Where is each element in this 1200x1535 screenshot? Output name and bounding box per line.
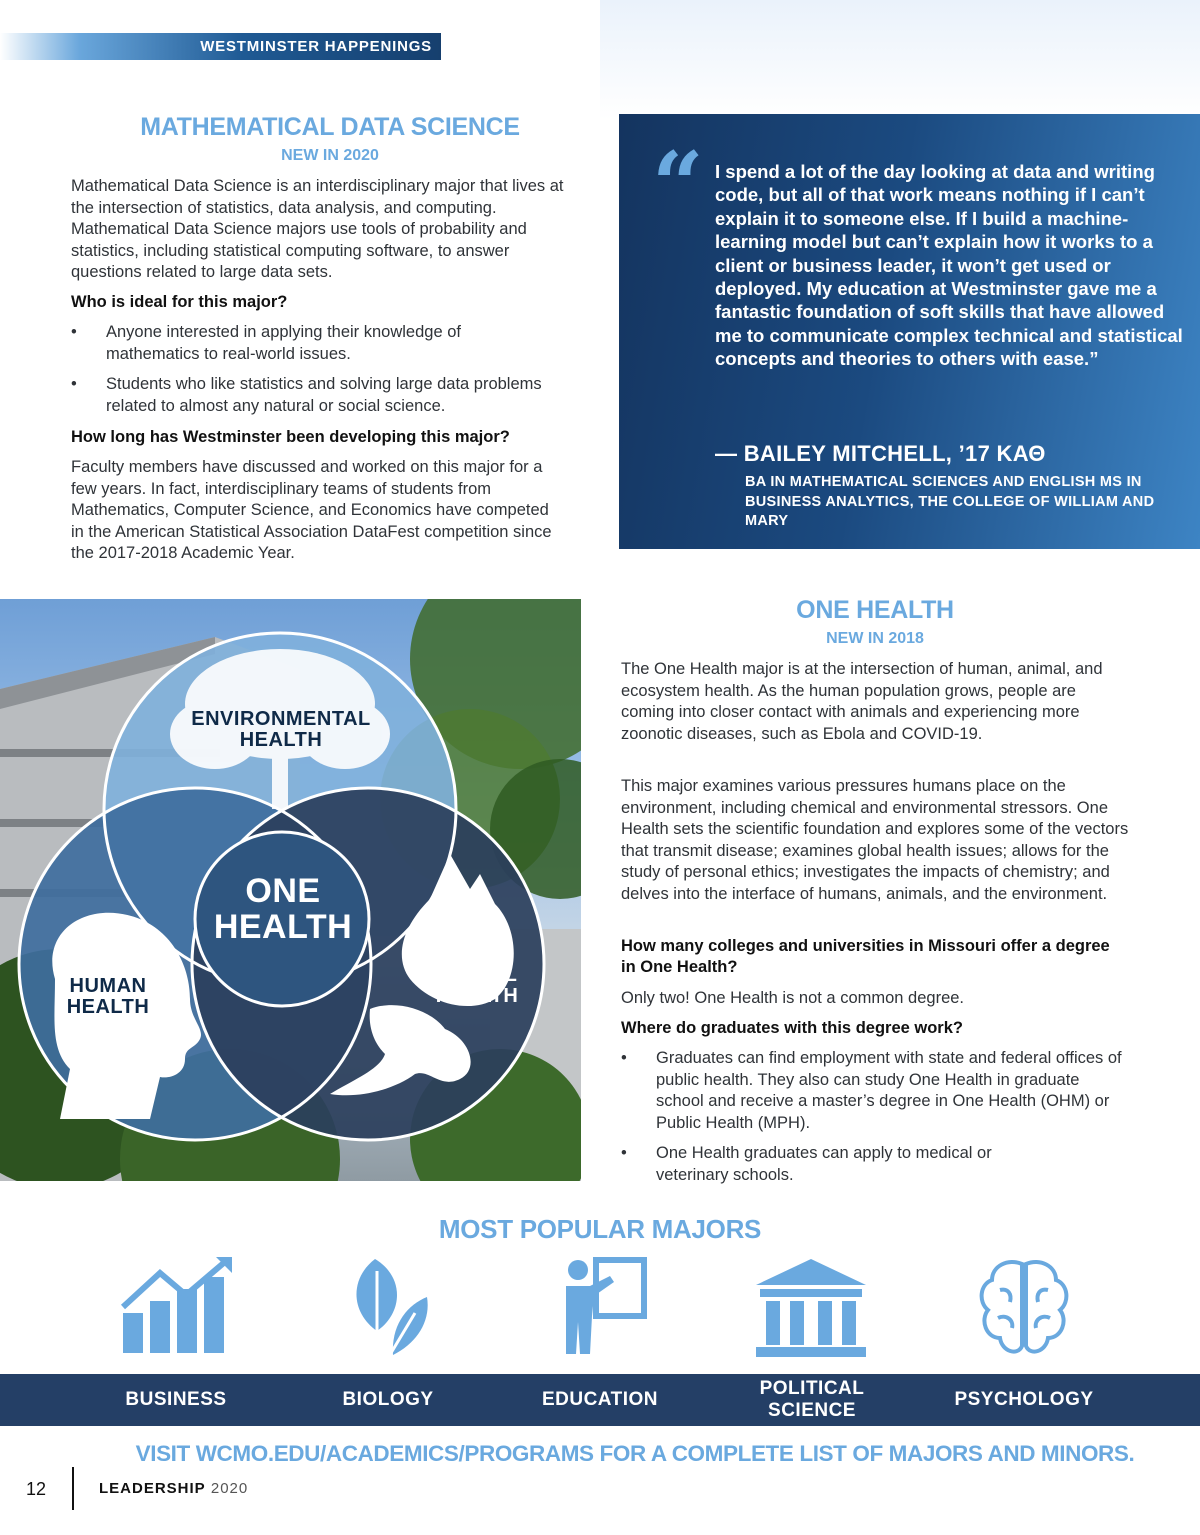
major-label-psychology: PSYCHOLOGY [954,1389,1094,1410]
header-background [600,0,1200,120]
quote-mark-icon: “ [652,132,704,238]
mds-title: MATHEMATICAL DATA SCIENCE [140,113,520,141]
mds-intro: Mathematical Data Science is an interdisciplinary major that lives at the intersection of statistics, data analysis, and computing. Mathematical Data Science majors use tools of probability and statistics, including statistical computing software, to answer questions related to large data sets. [71,177,564,281]
one-health-paragraph-2: This major examines various pressures humans place on the environment, including chemical and environmental stressors. One Health sets the scientific foundation and explores some of the vectors that transmit disease; examines global health issues; allows for the study of personal ethics; investigates the impacts of chemistry; and delves into the interface of humans, animals, and the environment. [621,777,1129,903]
one-health-paragraph-1: The One Health major is at the intersection of human, animal, and ecosystem health. As the human population grows, people are coming into closer contact with animals and experiencing more zoonotic diseases, such as Ebola and COVID-19. [621,660,1103,743]
quote-credentials: BA IN MATHEMATICAL SCIENCES AND ENGLISH MS IN BUSINESS ANALYTICS, THE COLLEGE OF WILLIAM AND MARY [745,474,1155,529]
one-health-bullet: • One Health graduates can apply to medical or veterinary schools. [621,1143,1051,1186]
bar-chart-icon [120,1257,235,1355]
venn-label-human: HUMAN HEALTH [66,975,150,1018]
footer-divider [72,1467,74,1510]
quote-text: I spend a lot of the day looking at data and writing code, but all of that work means nothing if I can’t explain it to someone else. If I build a machine-learning model but can’t explain how it works to a client or business leader, it won’t get used or deployed. My education at Westminster gave me a fantastic foundation of soft skills that have allowed me to communicate complex technical and statistical concepts and theories to others with ease.” [715,161,1183,370]
venn-label-environmental: ENVIRONMENTAL HEALTH [191,708,371,751]
section-banner [0,33,441,60]
majors-title: MOST POPULAR MAJORS [438,1214,762,1244]
major-label-biology: BIOLOGY [342,1389,434,1410]
mds-bullet: • Students who like statistics and solving large data problems related to almost any natural or social science. [71,374,576,417]
visit-link[interactable]: VISIT WCMO.EDU/ACADEMICS/PROGRAMS FOR A COMPLETE LIST OF MAJORS AND MINORS. [135,1441,1135,1466]
major-label-education: EDUCATION [541,1389,659,1410]
major-label-political-science: POLITICAL SCIENCE [759,1378,865,1421]
mds-question-2: How long has Westminster been developing this major? [71,428,510,446]
leaf-icon [347,1257,429,1357]
section-label: WESTMINSTER HAPPENINGS [200,38,432,55]
teacher-board-icon [564,1256,648,1356]
one-health-subtitle: NEW IN 2018 [826,630,924,647]
major-label-business: BUSINESS [125,1389,227,1410]
one-health-venn-photo [0,599,581,1181]
page-number: 12 [26,1479,47,1499]
mds-subtitle: NEW IN 2020 [281,147,379,164]
publication-name: LEADERSHIP 2020 [99,1480,249,1497]
venn-label-center: ONE HEALTH [213,872,353,946]
one-health-bullet: • Graduates can find employment with state and federal offices of public health. They also can study One Health in graduate school and receive a master’s degree in One Health (OHM) or Public Health (MPH). [621,1048,1126,1134]
quote-author: — BAILEY MITCHELL, ’17 ΚΑΘ [715,441,1046,466]
capitol-building-icon [754,1259,868,1357]
one-health-answer-1: Only two! One Health is not a common degree. [621,989,965,1007]
one-health-title: ONE HEALTH [796,596,954,624]
one-health-question-2: Where do graduates with this degree work? [621,1019,963,1037]
venn-label-animal: ANIMAL HEALTH [435,964,519,1007]
brain-icon [978,1258,1070,1358]
one-health-question-1: How many colleges and universities in Missouri offer a degree in One Health? [621,937,1110,976]
mds-bullet: • Anyone interested in applying their knowledge of mathematics to real-world issues. [71,322,551,365]
mds-question-1: Who is ideal for this major? [71,293,288,311]
mds-answer-2: Faculty members have discussed and worked on this major for a few years. In fact, interdisciplinary teams of students from Mathematics, Computer Science, and Economics have competed in the American Statistical Association DataFest competition since the 2017-2018 Academic Year. [71,458,552,562]
